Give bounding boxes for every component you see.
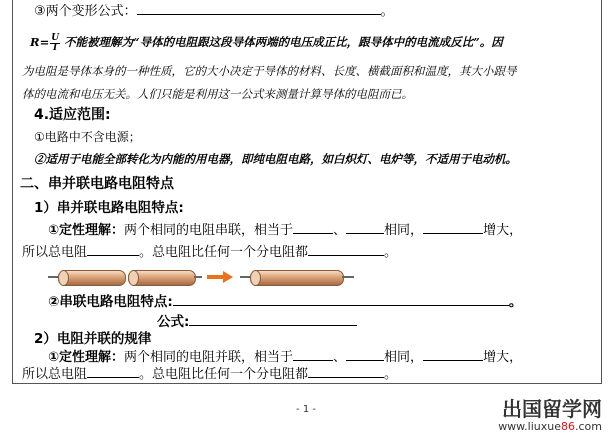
- blank-series-feature: [173, 293, 509, 306]
- series-feature-line: ②串联电路电阻特点: 。: [48, 294, 523, 310]
- scope-heading: 4.适应范围:: [34, 107, 111, 123]
- section-heading: 二、串并联电路电阻特点: [20, 176, 174, 192]
- blank-parallel-3: [423, 348, 483, 361]
- scope-item-1: ①电路中不含电源；: [34, 130, 141, 144]
- page-number: - 1 -: [296, 404, 316, 415]
- blank-parallel-1: [293, 348, 333, 361]
- blank-series-3: [423, 221, 483, 234]
- series-qualitative-prefix: ①定性理解：: [48, 223, 125, 238]
- blank-series-4: [87, 243, 139, 256]
- blank-series-2: [346, 221, 384, 234]
- series-conclusion-line: 所以总电阻 。总电阻比任何一个分电阻都 。: [22, 245, 398, 260]
- subsection-heading-2: 2）电阻并联的规律: [34, 331, 152, 347]
- blank-parallel-5: [308, 365, 384, 378]
- formula-fraction: $\frac{U}{I}$: [51, 32, 60, 53]
- blank-series-1: [293, 221, 333, 234]
- note-line-1: R= $\frac{U}{I}$ 不能被理解为“导体的电阻跟这段导体两端的电压成正比，跟导体中的电流成反比”。因: [30, 32, 503, 53]
- note-line-2: 为电阻是导体本身的一种性质，它的大小决定于导体的材料、长度、横截面积和温度，其大小跟导: [22, 64, 517, 78]
- blank-parallel-2: [346, 348, 384, 361]
- blank-series-5: [308, 243, 384, 256]
- series-qualitative-line: ①定性理解：两个相同的电阻串联，相当于 、 相同， 增大，: [48, 223, 523, 238]
- parallel-qualitative-line: ①定性理解：两个相同的电阻并联，相当于 、 相同， 增大，: [48, 350, 523, 365]
- subsection-heading-1: 1）串并联电路电阻特点:: [34, 200, 184, 216]
- formula-lhs: R: [30, 35, 40, 49]
- parallel-conclusion-line: 所以总电阻 。总电阻比任何一个分电阻都 。: [22, 367, 398, 382]
- watermark-url: www.liuxue86.com: [498, 420, 602, 433]
- blank-formula-variants: [137, 2, 381, 15]
- formula-variants-label: ③两个变形公式：: [34, 4, 137, 19]
- blank-formula: [189, 313, 357, 326]
- scope-item-2: ②适用于电能全部转化为内能的用电器，即纯电阻电路，如白炽灯、电炉等，不适用于电动机。: [34, 152, 517, 166]
- note-line-3: 体的电流和电压无关。人们只能是利用这一公式来测量计算导体的电阻而已。: [22, 87, 413, 101]
- formula-variants-line: ③两个变形公式： 。: [34, 4, 394, 19]
- parallel-qualitative-prefix: ①定性理解：: [48, 350, 125, 365]
- formula-line: 公式:: [157, 313, 357, 331]
- watermark-title: 出国留学网: [502, 397, 602, 421]
- arrow-icon: [207, 271, 233, 283]
- blank-parallel-4: [87, 365, 139, 378]
- site-watermark: [498, 398, 602, 434]
- resistor-combined: [250, 270, 344, 286]
- note-text-1: 不能被理解为“导体的电阻跟这段导体两端的电压成正比，跟导体中的电流成反比”。因: [64, 35, 503, 49]
